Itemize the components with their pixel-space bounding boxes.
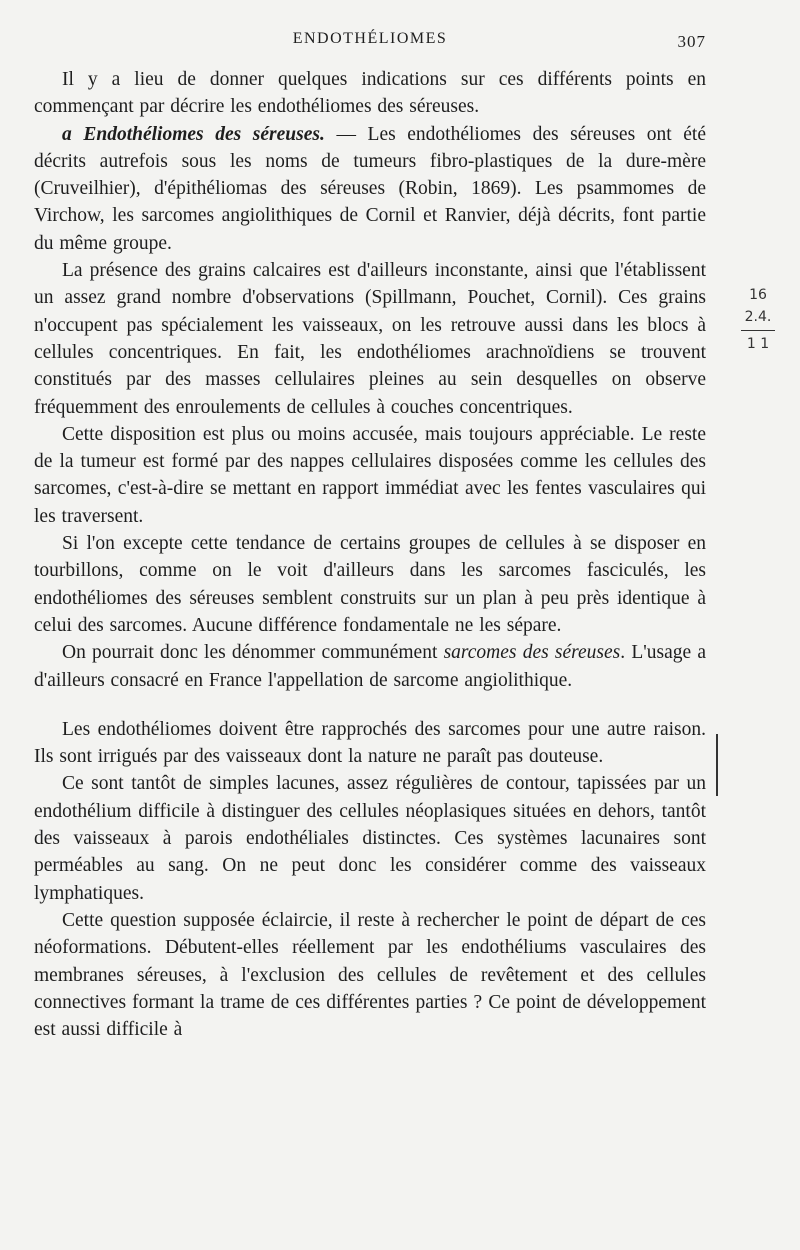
running-title: ENDOTHÉLIOMES [292, 30, 448, 47]
paragraph-7: Les endothéliomes doivent être rapprochés des sarcomes pour une autre raison. Ils sont irrigués par des vaisseaux dont la nature ne paraît pas douteuse. [34, 718, 706, 768]
margin-note-2: 2.4. [744, 309, 772, 325]
italic-term: sarcomes des séreuses [443, 642, 621, 664]
paragraph-9: Cette question supposée éclaircie, il reste à rechercher le point de départ de ces néoformations. Débutent-elles réellement par les endothéliums vasculaires des membranes séreuses, à l'exclusion des cellules de revêtement et des cellules connectives formant la trame de ces différentes parties ? Ce point de développement est aussi difficile à [34, 909, 706, 1041]
paragraph-1: Il y a lieu de donner quelques indications sur ces différents points en commençant par décrire les endothéliomes des séreuses. [34, 69, 706, 118]
paragraph-2 [34, 121, 706, 257]
body-text [34, 66, 706, 1043]
paragraph-6-text-after: . L'usage a d'ailleurs consacré en France l'appellation de sarcome angiolithique. [34, 642, 706, 691]
section-gap [34, 694, 706, 716]
margin-note-1: 16 [749, 287, 767, 303]
margin-note-3: 1 1 [746, 336, 770, 352]
section-heading: a Endothéliomes des séreuses. [62, 123, 325, 145]
margin-bracket-mark [716, 734, 718, 796]
paragraph-4: Cette disposition est plus ou moins accusée, mais toujours appréciable. Le reste de la tumeur est formé par des nappes cellulaires disposées comme les cellules des sarcomes, c'est-à-dire se mettant en rapport immédiat avec les fentes vasculaires qui les traversent. [34, 423, 706, 527]
running-head [0, 28, 800, 54]
paragraph-8: Ce sont tantôt de simples lacunes, assez régulières de contour, tapissées par un endothélium difficile à distinguer des cellules néoplasiques situées en dehors, tantôt des vaisseaux à parois endothéliales distinctes. Ces systèmes lacunaires sont perméables au sang. On ne peut donc les considérer comme des vaisseaux lymphatiques. [34, 773, 706, 904]
handwritten-margin-note [728, 284, 788, 355]
paragraph-5: Si l'on excepte cette tendance de certains groupes de cellules à se disposer en tourbillons, comme on le voit d'ailleurs dans les sarcomes fasciculés, les endothéliomes des séreuses semblent construits sur un plan à peu près identique à celui des sarcomes. Aucune différence fondamentale ne les sépare. [34, 533, 706, 636]
margin-note-rule [741, 330, 775, 331]
paragraph-2-text: — Les endothéliomes des séreuses ont été décrits autrefois sous les noms de tumeurs fibro-plastiques de la dure-mère (Cruveilhier), d'épithéliomas des séreuses (Robin, 1869). Les psammomes de Virchow, les sarcomes angiolithiques de Cornil et Ranvier, déjà décrits, font partie du même groupe. [34, 123, 706, 254]
page-number: 307 [677, 32, 706, 51]
paragraph-6-text-before: On pourrait donc les dénommer communément [62, 642, 444, 664]
paragraph-6 [34, 639, 706, 694]
paragraph-3: La présence des grains calcaires est d'ailleurs inconstante, ainsi que l'établissent un assez grand nombre d'observations (Spillmann, Pouchet, Cornil). Ces grains n'occupent pas spécialement les vaisseaux, on les retrouve aussi dans les blocs à cellules concentriques. En fait, les endothéliomes arachnoïdiens se trouvent constitués par des masses cellulaires pleines au sein desquelles on observe fréquemment des enroulements de cellules à couches concentriques. [34, 260, 706, 418]
